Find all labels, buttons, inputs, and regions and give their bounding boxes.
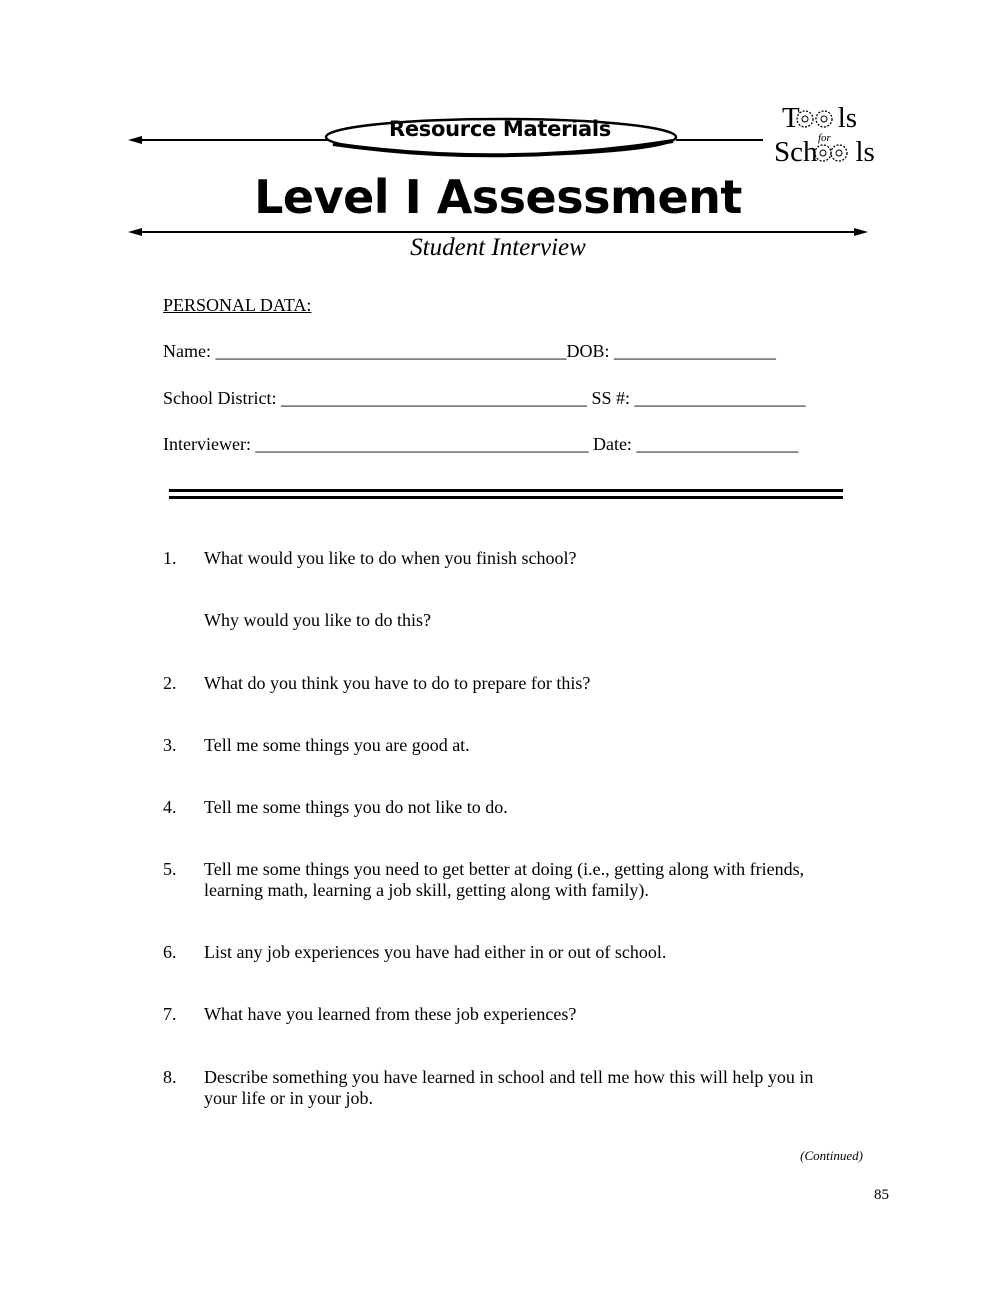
logo-line1-visible: T ls [782,102,858,134]
name-dob-row[interactable]: Name: _______________________________________DOB: __________________ [163,341,776,361]
question-text: Tell me some things you do not like to do. [204,797,508,817]
banner-label: Resource Materials [388,117,612,141]
district-ss-row[interactable]: School District: __________________________________ SS #: ___________________ [163,388,806,408]
question-text: Why would you like to do this? [204,610,431,630]
question-number: 1. [163,548,177,568]
question-text: List any job experiences you have had either in or out of school. [204,942,667,962]
tools-for-schools-logo [772,100,882,170]
question-text: Tell me some things you need to get better at doing (i.e., getting along with friends, learning math, learning a job skill, getting along with family). [204,859,805,900]
question-text: What do you think you have to do to prepare for this? [204,673,591,693]
question-text: What have you learned from these job experiences? [204,1004,577,1024]
divider-bottom [169,496,843,499]
question-number: 3. [163,735,177,755]
divider-top [169,489,843,492]
question-text: Describe something you have learned in school and tell me how this will help you in your life or in your job. [204,1067,814,1108]
question-text: Tell me some things you are good at. [204,735,470,755]
question-number: 4. [163,797,177,817]
logo-for: for [818,132,831,144]
question-number: 2. [163,673,177,693]
left-arrowhead [128,136,142,144]
page-title: Level I Assessment [254,170,742,224]
question-number: 6. [163,942,177,962]
question-number: 7. [163,1004,177,1024]
page-subtitle: Student Interview [410,234,586,261]
question-number: 8. [163,1067,177,1087]
interviewer-date-row[interactable]: Interviewer: _____________________________________ Date: __________________ [163,434,799,454]
page-number: 85 [874,1187,889,1203]
question-number: 5. [163,859,177,879]
logo-line2-visible: Sch ls [774,136,875,168]
question-text: What would you like to do when you finish school? [204,548,577,568]
continued-note: (Continued) [800,1148,863,1163]
personal-data-heading: PERSONAL DATA: [163,295,312,315]
